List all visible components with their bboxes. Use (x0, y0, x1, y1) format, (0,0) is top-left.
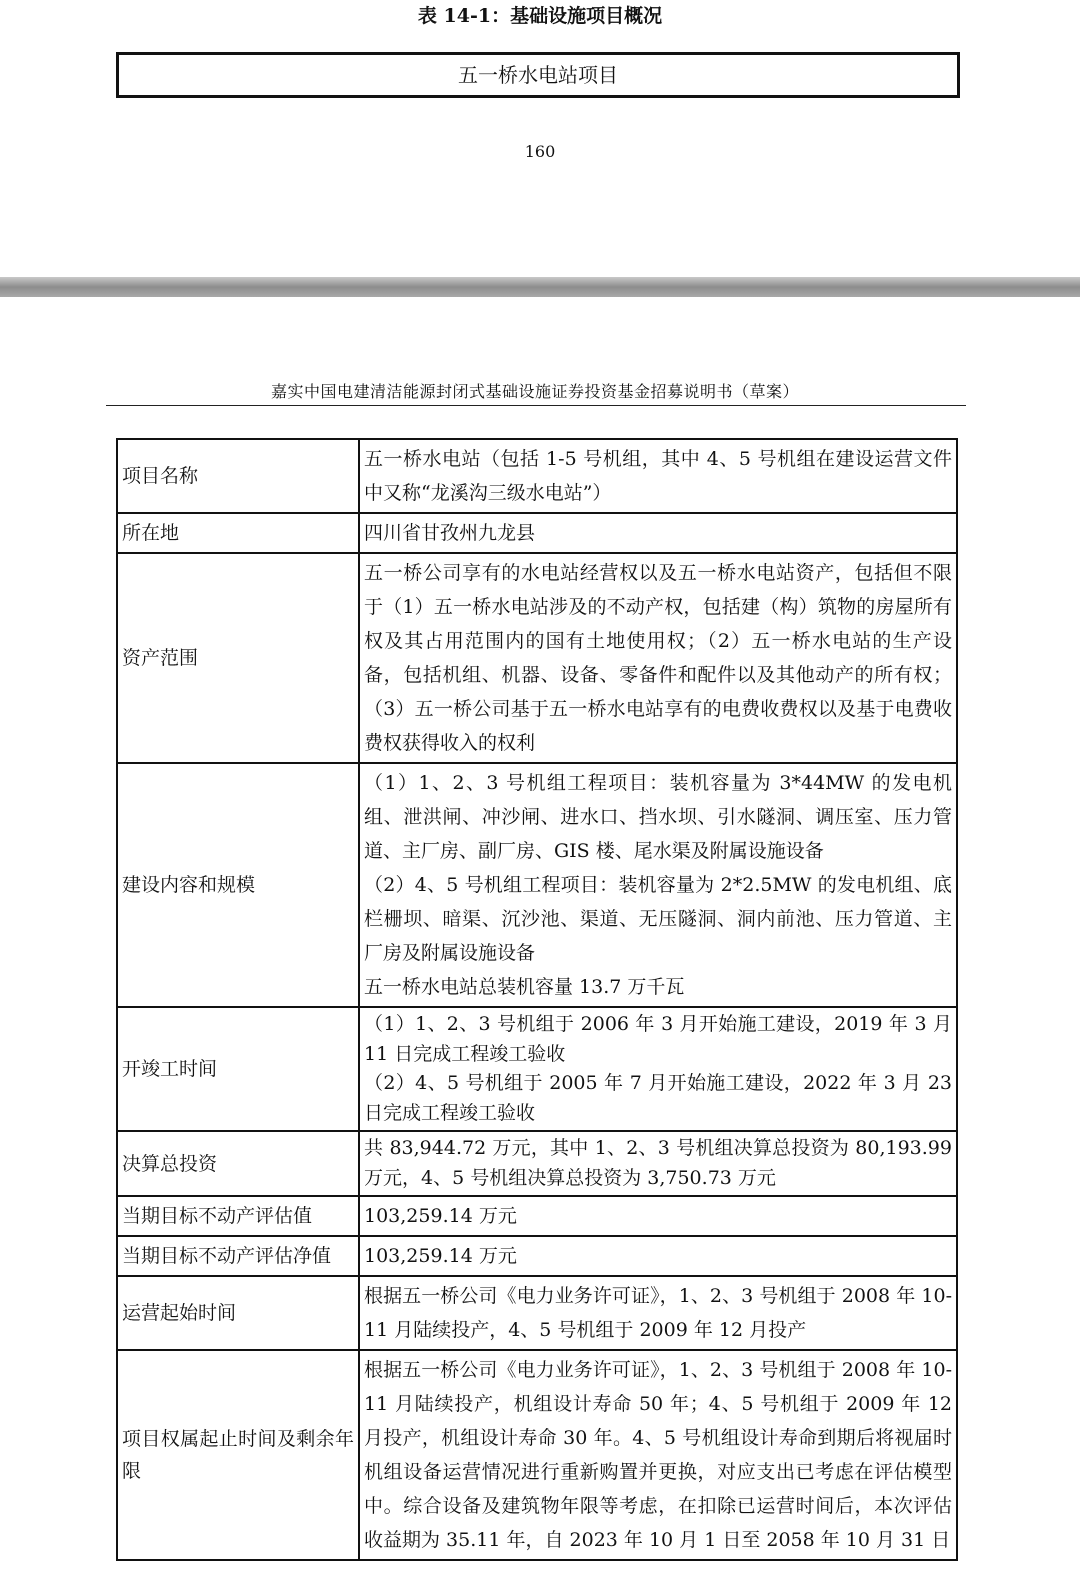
paragraph: （1）1、2、3 号机组于 2006 年 3 月开始施工建设，2019 年 3 月 11 日完成工程竣工验收 (364, 1013, 952, 1065)
row-value: 五一桥公司享有的水电站经营权以及五一桥水电站资产，包括但不限于（1）五一桥水电站涉及的不动产权，包括建（构）筑物的房屋所有权及其占用范围内的国有土地使用权；（2）五一桥水电站的生产设备，包括机组、机器、设备、零备件和配件以及其他动产的所有权；（3）五一桥公司基于五一桥水电站享有的电费收费权以及基于电费收费权获得收入的权利 (359, 553, 957, 763)
row-label: 项目名称 (117, 439, 359, 513)
row-label: 决算总投资 (117, 1131, 359, 1196)
project-info-table (116, 438, 958, 1561)
row-label: 项目权属起止时间及剩余年限 (117, 1350, 359, 1560)
row-label: 资产范围 (117, 553, 359, 763)
header-rule (106, 405, 966, 406)
row-value: 共 83,944.72 万元，其中 1、2、3 号机组决算总投资为 80,193.99 万元，4、5 号机组决算总投资为 3,750.73 万元 (359, 1131, 957, 1196)
paragraph: （2）4、5 号机组于 2005 年 7 月开始施工建设，2022 年 3 月 23 日完成工程竣工验收 (364, 1072, 952, 1124)
table-row (117, 513, 957, 553)
row-value: 103,259.14 万元 (359, 1196, 957, 1236)
table-row (117, 763, 957, 1007)
paragraph: （1）1、2、3 号机组工程项目：装机容量为 3*44MW 的发电机组、泄洪闸、冲沙闸、进水口、挡水坝、引水隧洞、调压室、压力管道、主厂房、副厂房、GIS 楼、尾水渠及附属设施设备 (364, 772, 952, 862)
page-divider (0, 277, 1080, 297)
document-header: 嘉实中国电建清洁能源封闭式基础设施证券投资基金招募说明书（草案） (270, 382, 799, 401)
row-label: 开竣工时间 (117, 1007, 359, 1131)
table-title: 表 14-1：基础设施项目概况 (417, 5, 663, 27)
table-row (117, 1131, 957, 1196)
row-label: 所在地 (117, 513, 359, 553)
row-value: 根据五一桥公司《电力业务许可证》，1、2、3 号机组于 2008 年 10-11 月陆续投产，4、5 号机组于 2009 年 12 月投产 (359, 1276, 957, 1350)
project-name-box: 五一桥水电站项目 (116, 52, 960, 98)
table-row (117, 1276, 957, 1350)
row-value: 103,259.14 万元 (359, 1236, 957, 1276)
row-value (359, 763, 957, 1007)
table-row (117, 1007, 957, 1131)
paragraph: 五一桥水电站总装机容量 13.7 万千瓦 (364, 976, 685, 998)
row-value (359, 1007, 957, 1131)
row-value: 四川省甘孜州九龙县 (359, 513, 957, 553)
row-label: 当期目标不动产评估净值 (117, 1236, 359, 1276)
page-number: 160 (524, 142, 556, 161)
table-row (117, 1350, 957, 1560)
table-row (117, 439, 957, 513)
row-label: 当期目标不动产评估值 (117, 1196, 359, 1236)
table-row (117, 1236, 957, 1276)
row-label: 运营起始时间 (117, 1276, 359, 1350)
row-value: 根据五一桥公司《电力业务许可证》，1、2、3 号机组于 2008 年 10-11 月陆续投产，机组设计寿命 50 年；4、5 号机组于 2009 年 12 月投产，机组设计寿命 30 年。4、5 号机组设计寿命到期后将视届时机组设备运营情况进行重新购置并更换，对应支出已考虑在评估模型中。综合设备及建筑物年限等考虑，在扣除已运营时间后，本次评估收益期为 35.11 年，自 2023 年 10 月 1 日至 2058 年 10 月 31 日 (359, 1350, 957, 1560)
row-value: 五一桥水电站（包括 1-5 号机组，其中 4、5 号机组在建设运营文件中又称“龙溪沟三级水电站”） (359, 439, 957, 513)
table-row (117, 553, 957, 763)
paragraph: （2）4、5 号机组工程项目：装机容量为 2*2.5MW 的发电机组、底栏栅坝、暗渠、沉沙池、渠道、无压隧洞、洞内前池、压力管道、主厂房及附属设施设备 (364, 874, 952, 964)
table-row (117, 1196, 957, 1236)
row-label: 建设内容和规模 (117, 763, 359, 1007)
